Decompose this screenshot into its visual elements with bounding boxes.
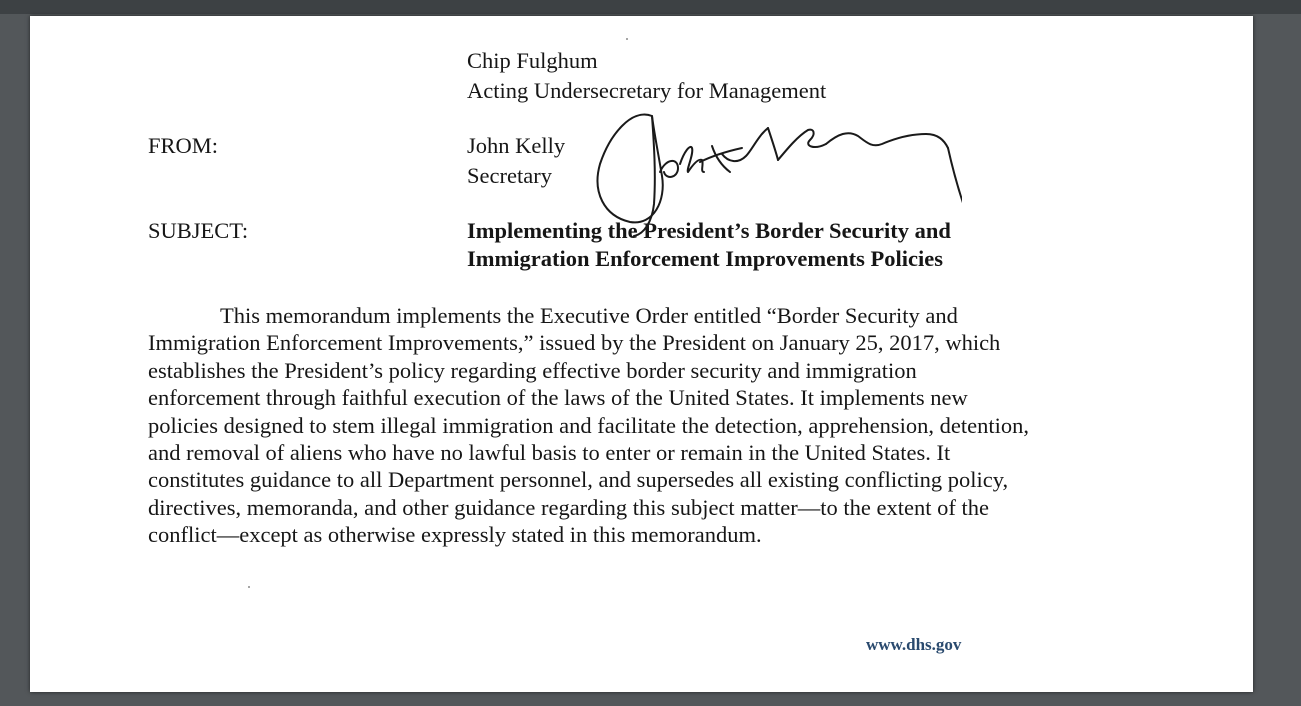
body-line: constitutes guidance to all Department personnel, and supersedes all existing conflicting policy, <box>148 467 1009 493</box>
body-line: enforcement through faithful execution of the laws of the United States. It implements new <box>148 385 968 411</box>
to-name: Chip Fulghum <box>467 48 598 73</box>
body-line: Immigration Enforcement Improvements,” issued by the President on January 25, 2017, which <box>148 330 1001 356</box>
from-name: John Kelly <box>467 133 566 158</box>
document-page <box>30 16 1253 692</box>
body-line: and removal of aliens who have no lawful basis to enter or remain in the United States. It <box>148 440 951 466</box>
to-title: Acting Undersecretary for Management <box>467 78 827 103</box>
memo-body-paragraph <box>148 302 1108 549</box>
subject-line-2: Immigration Enforcement Improvements Policies <box>467 246 943 271</box>
scan-speck <box>626 38 628 40</box>
body-line: directives, memoranda, and other guidance regarding this subject matter—to the extent of the <box>148 494 989 520</box>
handwritten-signature-image <box>582 104 962 244</box>
footer-website-link[interactable]: www.dhs.gov <box>866 635 962 654</box>
body-line: policies designed to stem illegal immigration and facilitate the detection, apprehension, detention, <box>148 412 1029 438</box>
body-line: establishes the President’s policy regarding effective border security and immigration <box>148 357 917 383</box>
from-title: Secretary <box>467 163 552 188</box>
subject-label: SUBJECT: <box>148 218 249 243</box>
from-label: FROM: <box>148 133 219 158</box>
body-line: This memorandum implements the Executive Order entitled “Border Security and <box>220 303 958 328</box>
subject-line-1: Implementing the President’s Border Security and <box>467 218 951 243</box>
scan-speck <box>248 586 250 588</box>
body-line: conflict—except as otherwise expressly stated in this memorandum. <box>148 522 762 548</box>
